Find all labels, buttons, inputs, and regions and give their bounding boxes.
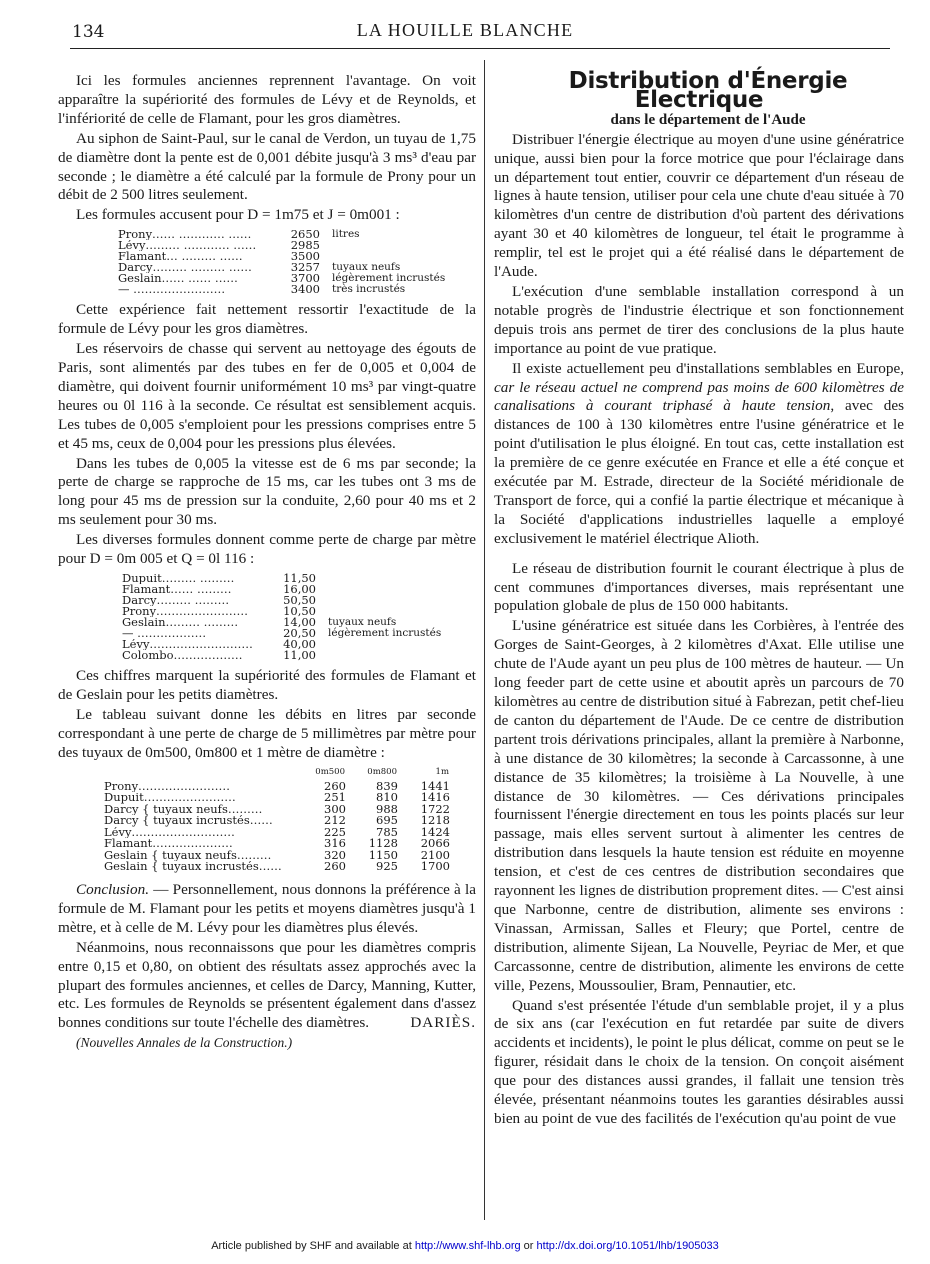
cell-v3: 1722 [420,801,450,816]
table-row [104,827,450,839]
table-discharges [104,766,450,873]
cell-name: Flamant… ……… …… [118,251,243,263]
cell-name: Dupuit…………………… [104,792,236,804]
column-header: 1m [435,767,449,778]
page-number: 134 [72,22,105,42]
paragraph: Ces chiffres marquent la supériorité des formules de Flamant et de Geslain pour les petits diamètres. [58,666,476,703]
cell-note [328,584,441,595]
table-row [104,781,450,793]
cell-v1: 251 [324,790,346,805]
cell-name: — ……………… [122,627,207,639]
paragraph: Quand s'est présentée l'étude d'un semblable projet, il y a plus de six ans (car l'exécution en fut retardée par suite de divers accidents et incidents), le point le plus délicat, comme on peut se le figurer, résidait dans le choix de la tension. On conçoit aisément que pour des distances aussi grandes, il fallait une tension très élevée, présentant néanmoins toutes les garanties désirables aussi bien au point de vue des facilités de l'exécution qu'au point de vue [494,996,904,1127]
right-column [494,68,904,1130]
cell-name: — …………………… [118,284,226,296]
paragraph: Le réseau de distribution fournit le courant électrique à plus de cent communes d'importances diverses, mais représentant une population globale de plus de 150 000 habitants. [494,559,904,615]
paragraph: L'usine génératrice est située dans les Corbières, à l'entrée des Gorges de Saint-Georges, à 2 kilomètres d'Axat. Elle utilise une chute de l'Aude ayant un peu plus de 100 mètres de hauteur. — Un long feeder part de cette usine et aboutit après un parcours de 70 kilomètres au centre de distribution situé à Fabrezan, petit chef-lieu de canton du département de l'Aude. De ce centre de distribution partent trois dérivations principales, allant la première à Narbonne, à une distance de 30 kilomètres; la seconde à Carcassonne, à une distance de 35 kilomètres; la troisième à La Nouvelle, à une distance de 30 kilomètres. — Ces dérivations principales fournissent l'énergie directement en tous les points placés sur leur passage, mais elles servent surtout à alimenter les centres de distribution dans lesquels la haute tension est réduite en moyenne tension, et c'est de ces centres de distribution secondaires que rayonnent les lignes de distribution proprement dites. — C'est ainsi que Narbonne, centre de distribution, alimente ses environs : Vinassan, Armissan, Salles et Fleury; que Portel, centre de distribution, alimente Sijean, La Nouvelle, Peyriac de Mer, et que Carcassonne, centre de distribution, alimente les environs de cette ville, Pezens, Moussoulier, Bram, Pennautier, etc. [494,617,904,994]
cell-v1: 260 [324,859,346,874]
cell-name: Flamant…… ……… [122,583,232,595]
column-header: 0m500 [315,767,345,778]
cell-name: Flamant………………… [104,838,233,850]
running-title: LA HOUILLE BLANCHE [356,20,574,40]
cell-name: Darcy { tuyaux incrustés…… [104,815,273,827]
cell-name: Geslain { tuyaux incrustés…… [104,861,282,873]
header-rule [70,48,890,49]
table-row [104,815,450,827]
cell-name: Geslain…… …… …… [118,273,238,285]
table-row [122,639,441,650]
table-row [104,861,450,873]
table-row [122,595,441,606]
source-citation: (Nouvelles Annales de la Construction.) [76,1035,293,1051]
cell-value: 11,00 [283,647,316,662]
cell-v2: 839 [376,778,398,793]
table-row [122,650,441,661]
cell-note [328,639,441,650]
cell-v3: 1700 [420,859,450,874]
cell-v2: 1128 [368,836,398,851]
cell-v1: 225 [324,824,346,839]
cell-name: Prony…… ………… …… [118,229,252,241]
table-row [104,838,450,850]
cell-value: 3400 [290,282,320,297]
cell-note [328,573,441,584]
cell-name: Geslain……… ……… [122,616,239,628]
cell-value: 3700 [290,271,320,286]
table-row [122,584,441,595]
cell-name: Dupuit……… ……… [122,572,235,584]
cell-note: tuyaux neufs [328,615,397,628]
table-row [122,628,441,639]
cell-v2: 695 [376,813,398,828]
paragraph: Il existe actuellement peu d'installations semblables en Europe, car le réseau actuel ne comprend pas moins de 600 kilomètres de canalisations à courant triphasé à haute tension, avec des distances de 100 à 130 kilomètres entre l'usine génératrice et le point d'utilisation le plus éloigné. En tout cas, cette installation est la première de ce genre exécutée en France et elle a été conçue et exécutée par M. Estrade, directeur de la Société méridionale de Transport de force, qui a confié la partie électrique et mécanique à la Société d'applications industrielles laquelle a employé exclusivement le matériel électrique Alioth. [494,359,904,547]
cell-name: Lévy……………………… [122,638,253,650]
paragraph: Au siphon de Saint-Paul, sur le canal de Verdon, un tuyau de 1,75 de diamètre dont la pente est de 0,001 débite jusqu'à 3 ms³ d'eau par seconde ; le diamètre a été calculé par la formule de Prony pour un débit de 2 500 litres seulement. [58,129,476,204]
cell-note: très incrustés [332,283,406,296]
cell-value: 16,00 [283,581,316,596]
cell-v3: 1441 [420,778,450,793]
table-flow-formulas [118,229,445,295]
cell-note: légèrement incrustés [332,272,446,285]
shf-link[interactable]: http://www.shf-lhb.org [414,1240,521,1252]
paragraph: Dans les tubes de 0,005 la vitesse est de 6 ms par seconde; la perte de charge se rapproche de 15 ms, car les tubes ont 3 ms de long pour 45 ms de pression sur la conduite, 2,60 pour 40 ms et 2 ms seulement pour 30 ms. [58,454,476,529]
paragraph: Le tableau suivant donne les débits en litres par seconde correspondant à une perte de charge de 5 millimètres par mètre pour des tuyaux de 0m500, 0m800 et 1 mètre de diamètre : [58,705,476,761]
doi-link[interactable]: http://dx.doi.org/10.1051/lhb/1905033 [536,1240,719,1252]
cell-value: 3257 [290,260,320,275]
column-header: 0m800 [367,767,397,778]
cell-v1: 260 [324,778,346,793]
cell-v1: 212 [324,813,346,828]
table-row [104,850,450,862]
cell-note [328,595,441,606]
cell-value: 2650 [290,227,320,242]
cell-v3: 2066 [420,836,450,851]
cell-name: Lévy……… ………… …… [118,240,257,252]
paragraph: L'exécution d'une semblable installation correspond à un notable progrès de l'industrie électrique et son fonctionnement depuis trois ans permet de tirer des conclusions de la plus haute importance au point de vue pratique. [494,282,904,357]
article-subtitle: dans le département de l'Aude [610,111,806,128]
article-title: Distribution d'Énergie Électrique [568,68,848,113]
cell-value: 3500 [290,249,320,264]
conclusion-label: Conclusion. [76,880,149,898]
cell-v1: 316 [324,836,346,851]
signature: DARIÈS. [410,1014,476,1032]
conclusion-paragraph [58,881,476,938]
left-column [58,72,476,1054]
emphasis-text: car le réseau actuel ne comprend pas moins de 600 kilomètres de canalisations à courant triphasé à haute tension [494,378,904,415]
cell-v2: 785 [376,824,398,839]
cell-v2: 1150 [368,847,398,862]
cell-note [332,240,445,251]
cell-v1: 320 [324,847,346,862]
cell-v2: 810 [376,790,398,805]
cell-name: Prony…………………… [104,780,231,793]
cell-value: 10,50 [283,603,316,618]
cell-v3: 1218 [420,813,450,828]
cell-v1: 300 [324,801,346,816]
paragraph: Néanmoins, nous reconnaissons que pour les diamètres compris entre 0,15 et 0,80, on obtient des résultats assez approchés avec la plupart des formules anciennes, et celles de Darcy, Manning, Kutter, etc. Les formules de Reynolds se présentent également dans d'assez bonnes conditions sur toute l'échelle des diamètres. DARIÈS. [58,938,476,1032]
paragraph: Les réservoirs de chasse qui servent au nettoyage des égouts de Paris, sont alimentés par des tubes en fer de 0,005 et 0,004 de diamètre, qui doivent fournir uniformément 10 ms³ par vingt-quatre heures ou 0l 116 à la seconde. Ce résultat est sensiblement acquis. Les tubes de 0,005 s'emploient pour les pressions comprises entre 5 et 45 ms, ceux de 0,004 pour les pressions plus élevées. [58,340,476,452]
table-row [118,229,445,240]
cell-v2: 988 [376,801,398,816]
cell-name: Darcy……… ……… [122,594,230,606]
cell-value: 2985 [290,238,320,253]
table-row [104,804,450,816]
cell-name: Colombo……………… [122,649,243,661]
paragraph: Les formules accusent pour D = 1m75 et J = 0m001 : [76,206,400,224]
cell-value: 20,50 [283,625,316,640]
cell-v3: 1416 [420,790,450,805]
cell-note: litres [332,228,360,241]
cell-name: Darcy { tuyaux neufs……… [104,803,263,816]
cell-value: 50,50 [283,592,316,607]
table-row [122,573,441,584]
paragraph: Les diverses formules donnent comme perte de charge par mètre pour D = 0m 005 et Q = 0l 116 : [58,531,476,568]
column-divider [484,60,485,1220]
paragraph: Distribuer l'énergie électrique au moyen d'une usine génératrice unique, aussi bien pour la force motrice que pour l'éclairage dans un département tout entier, couvrir ce département d'un réseau de lignes à haute tension, utiliser pour cela une chute d'eau située à 70 kilomètres d'un centre de distribution d'où partent des dérivations ayant 30 et 40 kilomètres de longueur, tel était le programme à remplir, tel est le projet qui a été réalisé dans le département de l'Aude. [494,130,904,281]
cell-v2: 925 [376,859,398,874]
cell-v3: 2100 [420,847,450,862]
cell-name: Lévy……………………… [104,826,235,839]
table-row [118,284,445,295]
paragraph: Ici les formules anciennes reprennent l'avantage. On voit apparaître la supériorité des formules de Lévy et de Reynolds, et l'infériorité de celle de Flamant, pour les gros diamètres. [58,72,476,127]
cell-value: 40,00 [283,636,316,651]
cell-note: tuyaux neufs [332,261,401,274]
cell-note [328,650,441,661]
table-row [118,240,445,251]
footer-credit: Article published by SHF and available at http://www.shf-lhb.org or http://dx.doi.org/10.1051/lhb/1905033 [211,1240,719,1252]
cell-v3: 1424 [420,824,450,839]
paragraph: Cette expérience fait nettement ressortir l'exactitude de la formule de Lévy pour les gros diamètres. [58,301,476,338]
table-row [104,792,450,804]
conclusion-text: — Personnellement, nous donnons la préférence à la formule de M. Flamant pour les petits et moyens diamètres jusqu'à 1 mètre, et à celle de M. Lévy pour les diamètres plus élevés. [58,880,476,936]
cell-name: Geslain { tuyaux neufs……… [104,849,272,862]
cell-note: légèrement incrustés [328,626,442,639]
cell-name: Prony…………………… [122,605,249,617]
table-head-loss [122,570,442,662]
cell-value: 11,50 [283,570,316,585]
cell-name: Darcy……… ……… …… [118,262,252,274]
cell-value: 14,00 [283,614,316,629]
